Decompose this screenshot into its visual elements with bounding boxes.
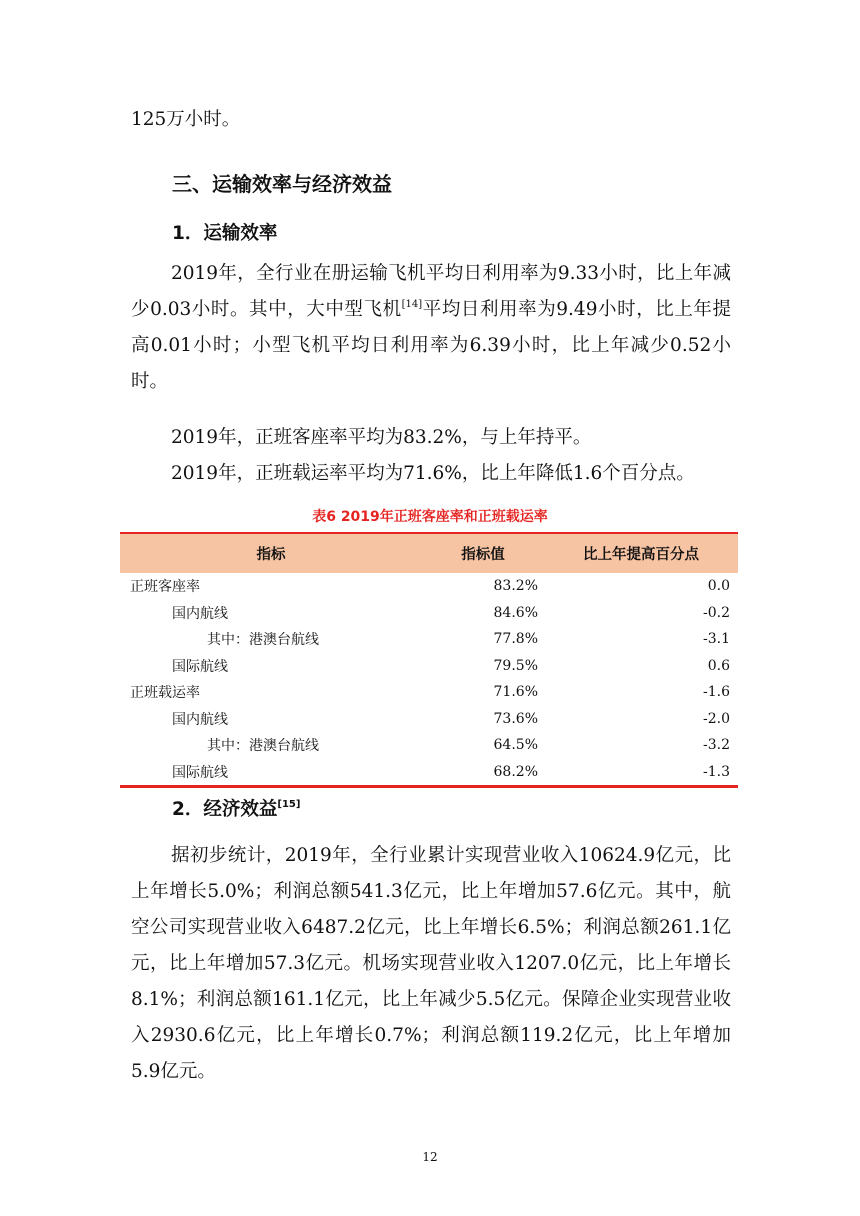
row-value: 77.8% xyxy=(493,631,538,648)
row-value: 71.6% xyxy=(493,684,538,701)
table-row xyxy=(120,759,738,787)
table-row xyxy=(120,653,738,680)
footnote-ref-14: [14] xyxy=(401,299,423,310)
row-value: 84.6% xyxy=(493,604,538,621)
paragraph-seat-rate: 2019年，正班客座率平均为83.2%，与上年持平。 xyxy=(171,427,592,448)
table-row xyxy=(120,573,738,600)
subsection-heading-economic xyxy=(172,793,300,827)
paragraph-load-rate: 2019年，正班载运率平均为71.6%，比上年降低1.6个百分点。 xyxy=(171,463,695,484)
row-change: -3.2 xyxy=(703,737,730,754)
row-label: 正班客座率 xyxy=(130,579,200,596)
table-caption: 表6 2019年正班客座率和正班载运率 xyxy=(312,509,548,525)
row-label: 国内航线 xyxy=(172,711,228,728)
table-row xyxy=(120,626,738,653)
table-row xyxy=(120,706,738,733)
row-change: -2.0 xyxy=(703,710,730,727)
row-label: 国际航线 xyxy=(172,658,228,675)
paragraph-utilization xyxy=(131,256,731,400)
row-change: -3.1 xyxy=(703,631,730,648)
paragraph-utilization-part2: 平均日利用率为9.49小时，比上年提高0.01小时；小型飞机平均日利用率为6.39小时，比上年减少0.52小时。 xyxy=(131,299,731,392)
page-number: 12 xyxy=(422,1150,438,1164)
row-change: -1.3 xyxy=(703,763,730,780)
header-indicator: 指标 xyxy=(120,533,422,573)
row-label: 国内航线 xyxy=(172,605,228,622)
paragraph-economic-benefit: 据初步统计，2019年，全行业累计实现营业收入10624.9亿元，比上年增长5.0%；利润总额541.3亿元，比上年增加57.6亿元。其中，航空公司实现营业收入6487.2亿元，比上年增长6.5%；利润总额261.1亿元，比上年增加57.3亿元。机场实现营业收入1207.0亿元，比上年增长8.1%；利润总额161.1亿元，比上年减少5.5亿元。保障企业实现营业收入2930.6亿元，比上年增长0.7%；利润总额119.2亿元，比上年增加5.9亿元。 xyxy=(131,845,731,1082)
row-change: 0.6 xyxy=(707,657,730,674)
row-label: 正班载运率 xyxy=(130,685,200,702)
row-label: 其中：港澳台航线 xyxy=(207,738,319,755)
paragraph-utilization-part1: 2019年，全行业在册运输飞机平均日利用率为9.33小时，比上年减少0.03小时。其中，大中型飞机 xyxy=(131,263,731,320)
row-value: 64.5% xyxy=(493,737,538,754)
row-label: 国际航线 xyxy=(172,764,228,781)
row-value: 73.6% xyxy=(493,710,538,727)
table-header-row xyxy=(120,533,738,573)
row-value: 83.2% xyxy=(493,578,538,595)
intro-tail-text: 125万小时。 xyxy=(131,109,241,130)
rate-table xyxy=(120,532,738,788)
header-change: 比上年提高百分点 xyxy=(544,533,738,573)
section-heading: 三、运输效率与经济效益 xyxy=(172,172,392,196)
table-row xyxy=(120,600,738,627)
footnote-ref-15: [15] xyxy=(277,799,301,810)
row-change: -0.2 xyxy=(703,604,730,621)
row-label: 其中：港澳台航线 xyxy=(207,632,319,649)
table-row xyxy=(120,679,738,706)
row-value: 68.2% xyxy=(493,763,538,780)
header-value: 指标值 xyxy=(422,533,544,573)
row-value: 79.5% xyxy=(493,657,538,674)
subsection-heading-efficiency: 1．运输效率 xyxy=(172,223,278,244)
row-change: 0.0 xyxy=(707,578,730,595)
subsection-heading-economic-text: 2．经济效益 xyxy=(172,799,278,820)
row-change: -1.6 xyxy=(703,684,730,701)
table-row xyxy=(120,732,738,759)
